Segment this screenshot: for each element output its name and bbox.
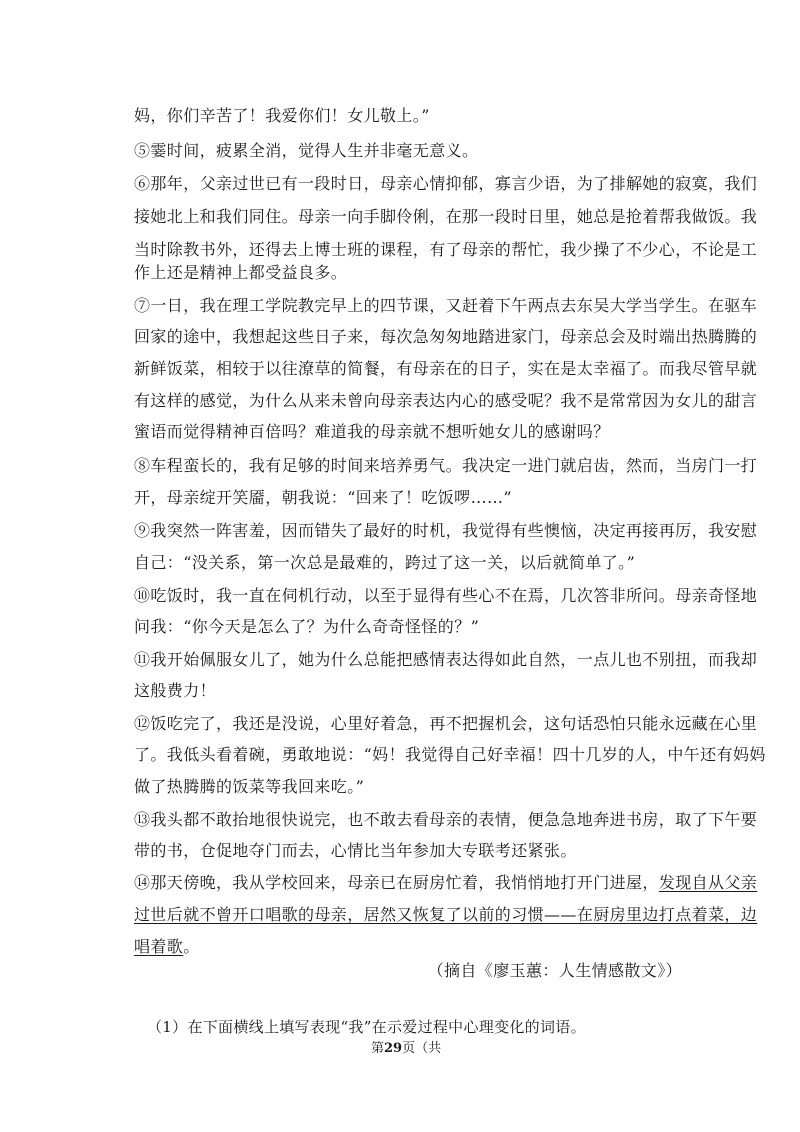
page-number: 29 (384, 1041, 403, 1056)
article-line: ⑪我开始佩服女儿了，她为什么总能把感情表达得如此自然，一点儿也不别扭，而我却 (134, 650, 758, 669)
article-line: ⑫饭吃完了，我还是没说，心里好着急，再不把握机会，这句话恐怕只能永远藏在心里 (134, 714, 758, 733)
article-line: ⑦一日，我在理工学院教完早上的四节课，又赶着下午两点去东吴大学当学生。在驱车 (134, 296, 758, 315)
article-line: 有这样的感觉，为什么从来未曾向母亲表达内心的感受呢？我不是常常因为女儿的甜言 (134, 391, 758, 410)
article-line: 作上还是精神上都受益良多。 (134, 263, 348, 282)
paragraph-14-line-2: 过世后就不曾开口唱歌的母亲，居然又恢复了以前的习惯——在厨房里边打点着菜，边 (134, 905, 758, 924)
question-1: （1）在下面横线上填写表现“我”在示爱过程中心理变化的词语。 (147, 1018, 586, 1036)
article-line: ⑥那年，父亲过世已有一段时日，母亲心情抑郁，寡言少语，为了排解她的寂寞，我们 (134, 174, 758, 193)
article-line: 自己：“没关系，第一次总是最难的，跨过了这一关，以后就简单了。” (134, 553, 636, 572)
paragraph-14-line-1 (134, 873, 757, 893)
footer-prefix: 第 (371, 1041, 385, 1056)
underlined-sentence-end: 唱着歌 (134, 937, 184, 956)
article-line: 妈，你们辛苦了！我爱你们！女儿敬上。” (134, 106, 430, 125)
source-citation: （摘自《廖玉蕙：人生情感散文》） (427, 961, 682, 980)
paragraph-14-tail: 。 (183, 937, 200, 956)
article-line: 当时除教书外，还得去上博士班的课程，有了母亲的帮忙，我少操了不少心，不论是工 (134, 240, 758, 259)
article-line: 接她北上和我们同住。母亲一向手脚伶俐，在那一段时日里，她总是抢着帮我做饭。我 (134, 207, 758, 226)
article-line: ⑬我头都不敢抬地很快说完，也不敢去看母亲的表情，便急急地奔进书房，取了下午要 (134, 810, 758, 829)
article-line: 问我：“你今天是怎么了？为什么奇奇怪怪的？” (134, 617, 480, 636)
article-line: 带的书，仓促地夺门而去，心情比当年参加大专联考还紧张。 (134, 841, 577, 860)
page-footer (371, 1037, 441, 1056)
article-line: ⑤霎时间，疲累全消，觉得人生并非毫无意义。 (134, 141, 479, 160)
article-line: 这般费力！ (134, 681, 217, 700)
footer-suffix: 页（共 (402, 1041, 442, 1056)
article-line: 做了热腾腾的饭菜等我回来吃。” (134, 777, 365, 796)
paragraph-14-text: ⑭那天傍晚，我从学校回来，母亲已在厨房忙着，我悄悄地打开门进屋， (134, 873, 659, 892)
article-line: 回家的途中，我想起这些日子来，每次急匆匆地踏进家门，母亲总会及时端出热腾腾的 (134, 327, 758, 346)
paragraph-14-line-3 (134, 937, 200, 957)
article-line: ⑨我突然一阵害羞，因而错失了最好的时机，我觉得有些懊恼，决定再接再厉，我安慰 (134, 521, 758, 540)
article-line: ⑧车程蛮长的，我有足够的时间来培养勇气。我决定一进门就启齿，然而，当房门一打 (134, 456, 758, 475)
article-line: 开，母亲绽开笑靥，朝我说：“回来了！吃饭啰……” (134, 488, 512, 507)
article-line: 新鲜饭菜，相较于以往潦草的简餐，有母亲在的日子，实在是太幸福了。而我尽管早就 (134, 359, 758, 378)
underlined-sentence: 发现自从父亲 (658, 873, 758, 892)
article-line: ⑩吃饭时，我一直在伺机行动，以至于显得有些心不在焉，几次答非所问。母亲奇怪地 (134, 586, 758, 605)
article-line: 蜜语而觉得精神百倍吗？难道我的母亲就不想听她女儿的感谢吗？ (134, 422, 610, 441)
article-line: 了。我低头看着碗，勇敢地说：“妈！我觉得自己好幸福！四十几岁的人，中午还有妈妈 (134, 745, 766, 764)
